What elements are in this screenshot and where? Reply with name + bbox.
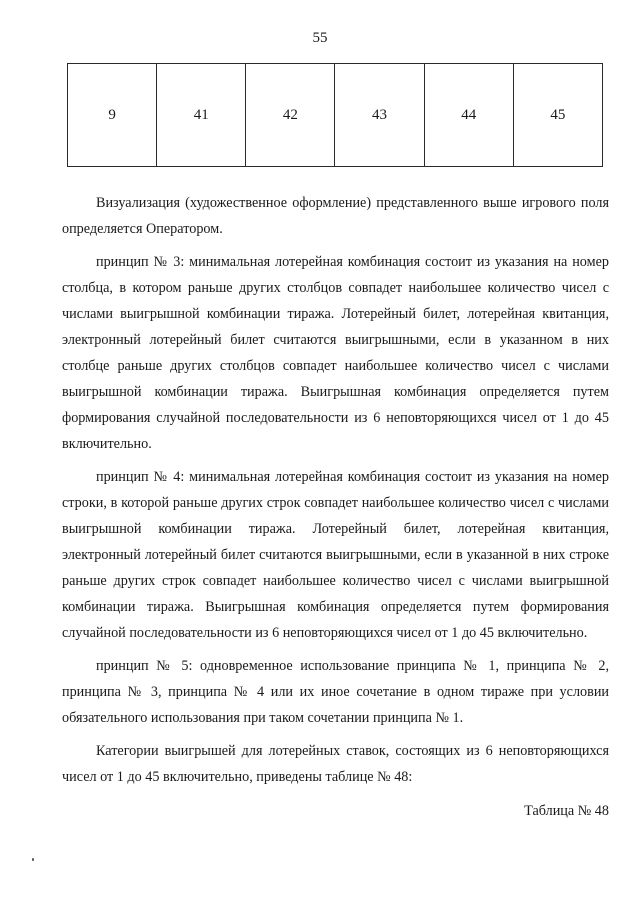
table-cell: 9 bbox=[68, 64, 157, 167]
table-cell: 44 bbox=[424, 64, 513, 167]
scan-speck bbox=[32, 858, 34, 861]
document-body bbox=[62, 190, 609, 824]
table-row bbox=[68, 64, 603, 167]
paragraph-categories: Категории выигрышей для лотерейных ставок, состоящих из 6 неповторяющихся чисел от 1 до 45 включительно, приведены таблице № 48: bbox=[62, 743, 609, 785]
paragraph-principle-3: принцип № 3: минимальная лотерейная комбинация состоит из указания на номер столбца, в котором раньше других столбцов совпадет наибольшее количество чисел с числами выигрышной комбинации тиража. Лотерейный билет, лотерейная квитанция, электронный лотерейный билет считаются выигрышными, если в указанном в них столбце раньше других столбцов совпадет наибольшее количество чисел с числами выигрышной комбинации тиража. Выигрышная комбинация определяется путем формирования случайной последовательности из 6 неповторяющихся чисел от 1 до 45 включительно. bbox=[62, 254, 609, 452]
table-caption: Таблица № 48 bbox=[524, 803, 609, 819]
paragraph-principle-5: принцип № 5: одновременное использование принципа № 1, принципа № 2, принципа № 3, принципа № 4 или их иное сочетание в одном тираже при условии обязательного использования при таком сочетании принципа № 1. bbox=[62, 658, 609, 726]
table-cell: 42 bbox=[246, 64, 335, 167]
table-cell: 45 bbox=[513, 64, 602, 167]
paragraph-visualization: Визуализация (художественное оформление) представленного выше игрового поля определяется Оператором. bbox=[62, 195, 609, 237]
number-row-table bbox=[67, 63, 603, 167]
page-number: 55 bbox=[312, 30, 328, 46]
table-cell: 41 bbox=[157, 64, 246, 167]
table-cell: 43 bbox=[335, 64, 424, 167]
paragraph-principle-4: принцип № 4: минимальная лотерейная комбинация состоит из указания на номер строки, в которой раньше других строк совпадет наибольшее количество чисел с числами выигрышной комбинации тиража. Лотерейный билет, лотерейная квитанция, электронный лотерейный билет считаются выигрышными, если в указанной в них строке раньше других строк совпадет наибольшее количество чисел с числами выигрышной комбинации тиража. Выигрышная комбинация определяется путем формирования случайной последовательности из 6 неповторяющихся чисел от 1 до 45 включительно. bbox=[62, 469, 609, 641]
